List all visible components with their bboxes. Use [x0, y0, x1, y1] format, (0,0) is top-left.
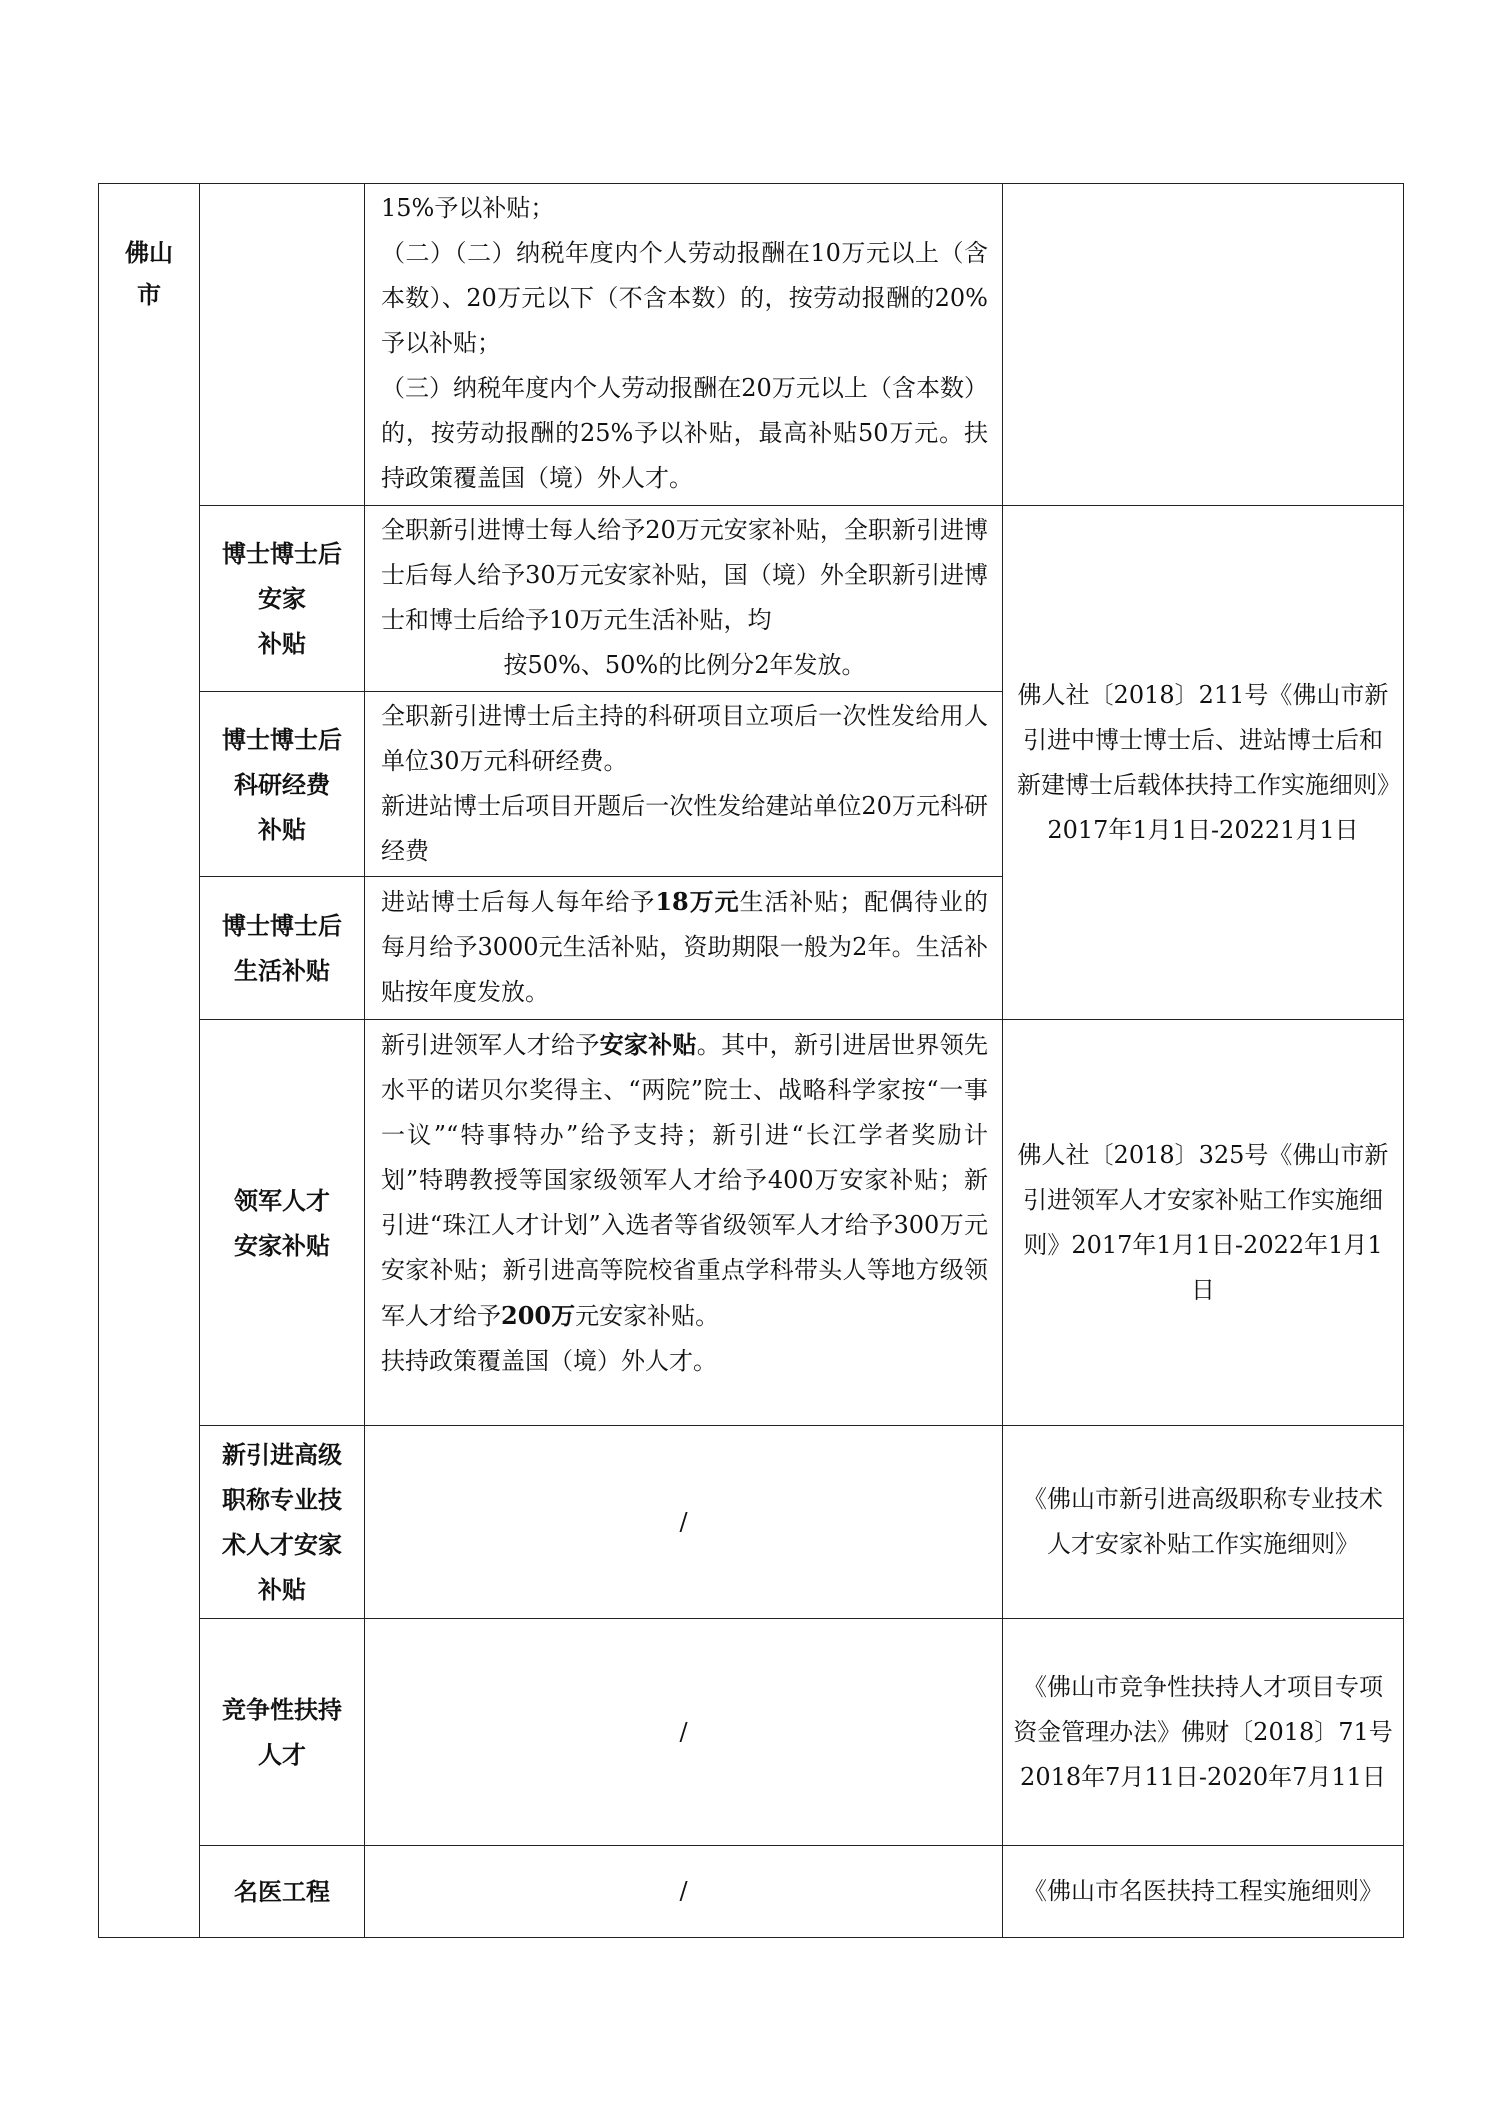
row7-content-cell: /	[365, 1846, 1003, 1938]
row0-policy-cell	[1003, 184, 1404, 506]
row6-policy-cell: 《佛山市竞争性扶持人才项目专项资金管理办法》佛财〔2018〕71号 2018年7月11日-2020年7月11日	[1003, 1619, 1404, 1846]
row3-name-line-1: 博士博士后	[222, 911, 342, 940]
policy-table-page	[98, 183, 1403, 1938]
row2-name-line-2: 科研经费	[234, 769, 330, 799]
row5-name-line-1: 新引进高级	[222, 1440, 342, 1469]
row4-name-cell	[200, 1020, 365, 1426]
row2-content-cell	[365, 692, 1003, 877]
row0-line-1: 15%予以补贴；	[381, 194, 555, 222]
row0-name-cell	[200, 184, 365, 506]
row1-line-1: 全职新引进博士每人给予20万元安家补贴，全职新引进博士后每人给予30万元安家补贴，国（境）外全职新引进博士和博士后给予10万元生活补贴，均	[381, 516, 988, 634]
row1-name-line-2: 安家	[258, 584, 306, 613]
row5-name-line-3: 术人才安家	[222, 1530, 342, 1559]
row3-text-bold: 18万元	[655, 887, 740, 916]
row4-text-b: 。其中，新引进居世界领先水平的诺贝尔奖得主、“两院”院士、战略科学家按“一事一议”“特事特办”给予支持；新引进“长江学者奖励计划”特聘教授等国家级领军人才给予400万安家补贴；新引进“珠江人才计划”入选者等省级领军人才给予300万元安家补贴；新引进高等院校省重点学科带头人等地方级领军人才给予	[381, 1031, 989, 1330]
row4-policy-cell: 佛人社〔2018〕325号《佛山市新引进领军人才安家补贴工作实施细则》2017年1月1日-2022年1月1日	[1003, 1020, 1404, 1426]
row4-name-line-2: 安家补贴	[234, 1230, 330, 1260]
row3-text-b: 生活补贴；配偶待业的每月给予3000元生活补贴，资助期限一般为2年。生活补贴按年度发放。	[381, 888, 988, 1006]
row6-name-line-2: 人才	[258, 1740, 306, 1769]
row5-name-cell	[200, 1426, 365, 1619]
row0-content-cell	[365, 184, 1003, 506]
row3-content-cell	[365, 877, 1003, 1020]
row2-name-line-3: 补贴	[258, 814, 306, 844]
row5-name-line-4: 补贴	[258, 1575, 306, 1604]
row5-policy-cell: 《佛山市新引进高级职称专业技术人才安家补贴工作实施细则》	[1003, 1426, 1404, 1619]
row2-line-2: 新进站博士后项目开题后一次性发给建站单位20万元科研经费	[381, 792, 988, 865]
city-cell	[99, 184, 200, 1938]
row4-content-cell	[365, 1020, 1003, 1426]
row1-name-line-1: 博士博士后	[222, 539, 342, 568]
city-line-2: 市	[137, 280, 161, 309]
row4-text-c: 元安家补贴。	[575, 1302, 720, 1330]
row6-content-cell: /	[365, 1619, 1003, 1846]
row4-text-bold-1: 安家补贴	[599, 1030, 697, 1059]
row2-name-line-1: 博士博士后	[222, 724, 342, 754]
row7-policy-cell: 《佛山市名医扶持工程实施细则》	[1003, 1846, 1404, 1938]
row3-text-a: 进站博士后每人每年给予	[381, 888, 656, 916]
row3-name-line-2: 生活补贴	[234, 956, 330, 985]
row0-line-2: （二）（二）纳税年度内个人劳动报酬在10万元以上（含本数）、20万元以下（不含本数）的，按劳动报酬的20%予以补贴；	[381, 239, 988, 357]
merged-policy-cell: 佛人社〔2018〕211号《佛山市新引进中博士博士后、进站博士后和新建博士后载体扶持工作实施细则》2017年1月1日-20221月1日	[1003, 506, 1404, 1020]
row3-paragraph	[381, 879, 988, 1015]
row5-content-cell: /	[365, 1426, 1003, 1619]
row5-name-line-2: 职称专业技	[222, 1485, 342, 1514]
policy-table	[98, 183, 1404, 1938]
row2-line-1: 全职新引进博士后主持的科研项目立项后一次性发给用人单位30万元科研经费。	[381, 702, 988, 775]
row3-name-cell	[200, 877, 365, 1020]
row1-content-cell	[365, 506, 1003, 692]
row4-text-bold-2: 200万	[501, 1301, 576, 1330]
row1-name-cell	[200, 506, 365, 692]
row4-name-line-1: 领军人才	[234, 1185, 330, 1215]
row4-tail: 扶持政策覆盖国（境）外人才。	[381, 1347, 717, 1375]
city-line-1: 佛山	[125, 238, 173, 267]
row6-name-cell	[200, 1619, 365, 1846]
row4-paragraph	[381, 1022, 988, 1339]
row1-line-2: 按50%、50%的比例分2年发放。	[503, 651, 866, 679]
row4-text-a: 新引进领军人才给予	[381, 1031, 600, 1059]
row2-name-cell	[200, 692, 365, 877]
row0-line-3: （三）纳税年度内个人劳动报酬在20万元以上（含本数）的，按劳动报酬的25%予以补贴，最高补贴50万元。扶持政策覆盖国（境）外人才。	[381, 374, 988, 492]
row7-name-cell: 名医工程	[200, 1846, 365, 1938]
row1-name-line-3: 补贴	[258, 629, 306, 658]
row6-name-line-1: 竞争性扶持	[222, 1695, 342, 1724]
